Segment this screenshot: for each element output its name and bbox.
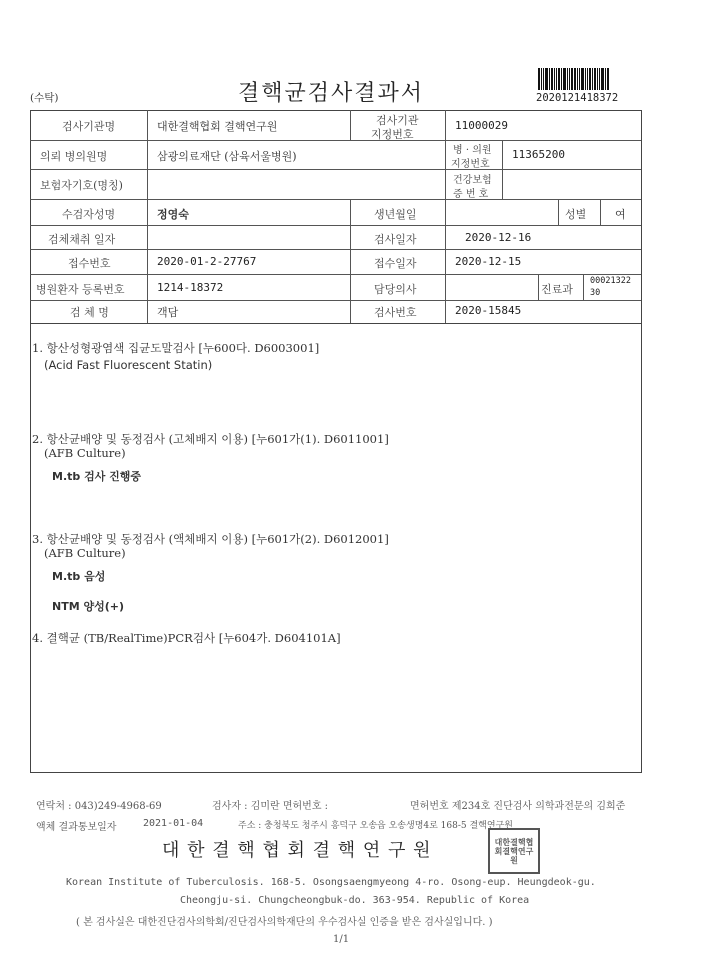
label-insurance-b: 증 번 호 bbox=[453, 189, 489, 200]
test-1-english: (Acid Fast Fluorescent Statin) bbox=[44, 358, 213, 372]
value-specimen: 객담 bbox=[157, 306, 179, 319]
value-receipt-no: 2020-01-2-27767 bbox=[157, 255, 257, 268]
value-hospital: 삼광의료재단 (삼육서울병원) bbox=[157, 150, 297, 163]
label-institution: 검사기관명 bbox=[62, 120, 116, 133]
report-date: 2021-01-04 bbox=[143, 818, 204, 829]
label-doctor: 담당의사 bbox=[374, 283, 417, 296]
test-3-english: (AFB Culture) bbox=[44, 546, 126, 560]
report-date-label: 액체 결과통보일자 bbox=[36, 822, 117, 833]
label-patient-name: 수검자성명 bbox=[62, 208, 116, 221]
organization-name: 대 한 결 핵 협 회 결 핵 연 구 원 bbox=[162, 840, 432, 861]
certification-note: ( 본 검사실은 대한진단검사의학회/진단검사의학재단의 우수검사실 인증을 받은 검사실입니다. ) bbox=[76, 917, 493, 928]
label-test-no: 검사번호 bbox=[374, 306, 417, 319]
test-1-title: 1. 항산성형광염색 집균도말검사 [누600다. D6003001] bbox=[32, 341, 320, 355]
tester-info: 검사자 : 김미란 면허번호 : bbox=[212, 801, 329, 812]
barcode-number: 2020121418372 bbox=[536, 92, 619, 104]
english-address-1: Korean Institute of Tuberculosis. 168-5. Osongsaengmyeong 4-ro. Osong-eup. Heungdeok-gu. bbox=[66, 877, 596, 888]
label-department: 진료과 bbox=[541, 283, 573, 296]
label-insurance-a: 건강보험 bbox=[453, 175, 492, 186]
value-hosp-code: 11365200 bbox=[512, 148, 565, 161]
label-birthdate: 생년월일 bbox=[374, 208, 417, 221]
page-title: 결핵균검사결과서 bbox=[238, 81, 425, 106]
label-receipt-no: 접수번호 bbox=[68, 257, 111, 270]
value-inst-code: 11000029 bbox=[455, 119, 508, 132]
page-number: 1/1 bbox=[333, 934, 350, 945]
value-test-no: 2020-15845 bbox=[455, 304, 522, 317]
address: 주소 : 충청북도 청주시 흥덕구 오송읍 오송생명4로 168-5 결핵연구원 bbox=[238, 821, 513, 831]
value-patient-reg: 1214-18372 bbox=[157, 281, 224, 294]
test-3-result-mtb: M.tb 음성 bbox=[52, 570, 106, 583]
value-department-a: 00021322 bbox=[590, 276, 631, 286]
license-info: 면허번호 제234호 진단검사 의학과전문의 김희준 bbox=[410, 801, 626, 812]
test-2-title: 2. 항산균배양 및 동정검사 (고체배지 이용) [누601가(1). D6011001] bbox=[32, 432, 389, 446]
label-receipt-date: 접수일자 bbox=[374, 257, 417, 270]
label-test-date: 검사일자 bbox=[374, 233, 417, 246]
label-hospital: 의뢰 병의원명 bbox=[40, 150, 108, 163]
label-collection-date: 검체채취 일자 bbox=[48, 233, 116, 246]
label-patient-reg: 병원환자 등록번호 bbox=[36, 283, 125, 296]
label-specimen: 검 체 명 bbox=[70, 306, 109, 319]
value-receipt-date: 2020-12-15 bbox=[455, 255, 522, 268]
label-inst-code-b: 지정번호 bbox=[371, 128, 414, 141]
official-seal bbox=[488, 828, 540, 874]
value-patient-name: 정영숙 bbox=[157, 208, 189, 221]
value-department-b: 30 bbox=[590, 288, 601, 298]
test-2-result: M.tb 검사 진행중 bbox=[52, 470, 142, 483]
label-insurer: 보험자기호(명칭) bbox=[40, 179, 123, 192]
value-sex: 여 bbox=[615, 208, 626, 221]
label-inst-code-a: 검사기관 bbox=[376, 114, 419, 127]
seal-text: 대한결핵협회결핵연구원 bbox=[494, 836, 534, 865]
label-sex: 성별 bbox=[565, 208, 587, 221]
barcode bbox=[538, 68, 630, 90]
test-3-title: 3. 항산균배양 및 동정검사 (액체배지 이용) [누601가(2). D6012001] bbox=[32, 532, 389, 546]
test-3-result-ntm: NTM 양성(+) bbox=[52, 600, 125, 613]
contact-info: 연락처 : 043)249-4968-69 bbox=[36, 801, 162, 812]
value-institution: 대한결핵협회 결핵연구원 bbox=[157, 120, 278, 133]
label-hosp-code-a: 병 · 의원 bbox=[453, 145, 492, 156]
english-address-2: Cheongju-si. Chungcheongbuk-do. 363-954. Republic of Korea bbox=[180, 895, 530, 906]
copy-label: (수탁) bbox=[30, 92, 59, 104]
test-2-english: (AFB Culture) bbox=[44, 446, 126, 460]
label-hosp-code-b: 지정번호 bbox=[451, 159, 490, 170]
test-4-title: 4. 결핵균 (TB/RealTime)PCR검사 [누604가. D604101A] bbox=[32, 631, 341, 645]
value-test-date: 2020-12-16 bbox=[465, 231, 532, 244]
